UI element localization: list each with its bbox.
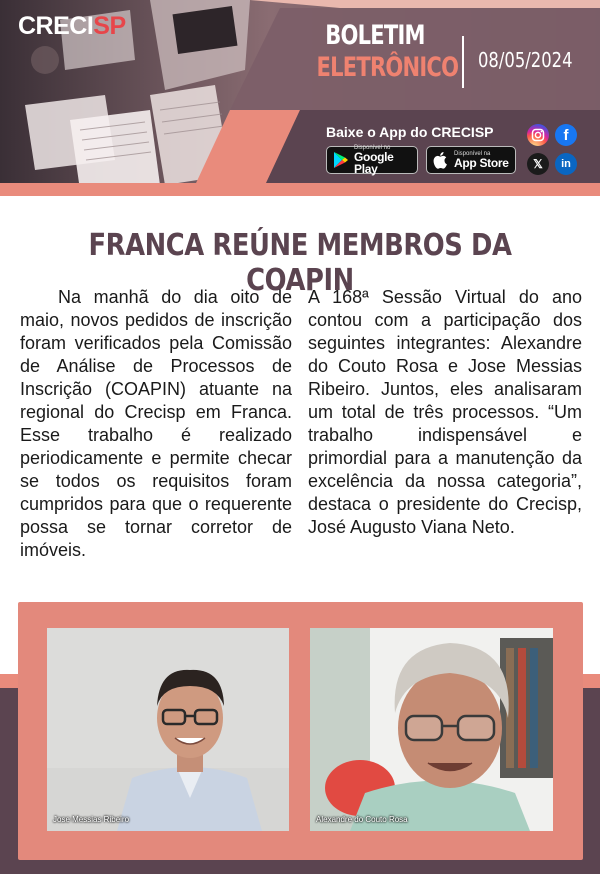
app-store-small-text: Disponível na <box>454 151 491 157</box>
google-play-icon <box>333 151 349 169</box>
app-store-button[interactable] <box>426 146 516 174</box>
newsletter-title <box>300 20 459 84</box>
photo-caption-right: Alexandre do Couto Rosa <box>316 815 408 824</box>
crecisp-logo[interactable] <box>18 12 126 41</box>
x-icon[interactable]: 𝕏 <box>527 153 549 175</box>
title-line-2: ELETRÔNICO <box>316 52 459 83</box>
portrait-right-illustration <box>310 628 553 831</box>
title-divider <box>462 36 464 88</box>
google-play-button[interactable] <box>326 146 418 174</box>
issue-date: 08/05/2024 <box>478 48 573 72</box>
article-headline: FRANCA REÚNE MEMBROS DA COAPIN <box>88 228 512 298</box>
google-play-small-text: Disponível no <box>354 145 391 151</box>
google-play-big-text: Google Play <box>354 150 394 176</box>
linkedin-icon[interactable]: in <box>555 153 577 175</box>
article-column-right: A 168ª Sessão Virtual do ano contou com a participação dos seguintes integrantes: Alexandre do Couto Rosa e Jose Messias Ribeiro. Juntos, eles analisaram um total de três processos. “Um trabalho indispensável e primordial para a manutenção da excelência da nossa categoria”, destaca o presidente do Crecisp, José Augusto Viana Neto. <box>308 287 582 537</box>
facebook-icon[interactable]: f <box>555 124 577 146</box>
apple-icon <box>433 151 449 169</box>
newsletter-header <box>0 0 600 196</box>
article-column-left: Na manhã do dia oito de maio, novos pedidos de inscrição foram verificados pela Comissão de Análise de Processos de Inscrição (COAPIN) atuante na regional do Crecisp em Franca. Esse trabalho é realizado periodicamente e permite checar se todos os requisitos foram cumpridos para que o requerente possa se tornar corretor de imóveis. <box>20 287 292 560</box>
instagram-icon[interactable] <box>527 124 549 146</box>
photo-jose-messias <box>47 628 289 831</box>
portrait-left-illustration <box>47 628 289 831</box>
photo-caption-left: Jose Messias Ribeiro <box>53 815 130 824</box>
logo-accent-text: SP <box>93 12 126 40</box>
title-line-1: BOLETIM <box>325 20 425 51</box>
app-download-label: Baixe o App do CRECISP <box>326 124 494 140</box>
logo-main-text: CRECI <box>18 12 94 40</box>
photo-alexandre <box>310 628 553 831</box>
app-store-big-text: App Store <box>454 156 509 170</box>
